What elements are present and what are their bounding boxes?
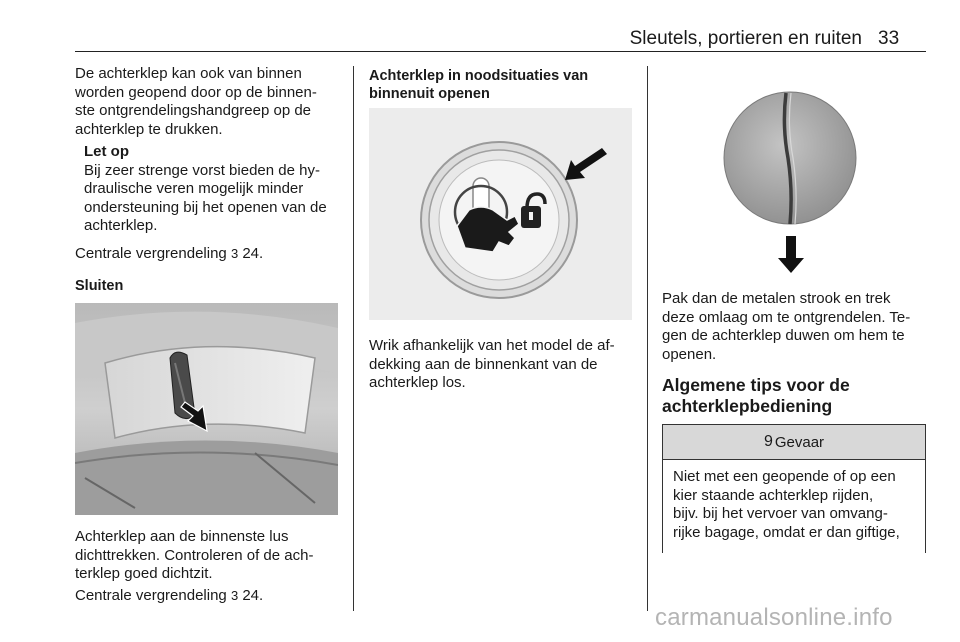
general-tips-heading <box>662 375 925 417</box>
caption-line: gen de achterklep duwen om hem te <box>662 327 905 344</box>
note-line: ondersteuning bij het openen van de <box>84 198 327 216</box>
tailgate-loop-illustration <box>75 303 338 515</box>
metal-strip-figure <box>662 66 925 278</box>
column-divider-2 <box>647 66 648 611</box>
note-line: Bij zeer strenge vorst bieden de hy- <box>84 161 320 179</box>
warning-line: rijke bagage, omdat er dan giftige, <box>673 523 900 541</box>
caption-line: achterklep los. <box>369 374 466 391</box>
warning-line: Niet met een geopende of op een <box>673 468 896 485</box>
caption-line: Achterklep aan de binnenste lus <box>75 528 289 545</box>
caption-line: dekking aan de binnenkant van de <box>369 355 598 373</box>
figure-caption-metal-strip <box>662 290 937 364</box>
emergency-release-illustration <box>369 108 632 320</box>
note-line: draulische veren mogelijk minder <box>84 180 304 197</box>
danger-warning-box <box>662 424 926 553</box>
text-line: De achterklep kan ook van binnen <box>75 65 302 82</box>
column-divider-1 <box>353 66 354 611</box>
figure-caption-emergency <box>369 337 644 393</box>
text-line: ste ontgrendelingshandgreep op de <box>75 102 312 119</box>
warning-line: kier staande achterklep rijden, <box>673 486 874 504</box>
note-line: achterklep. <box>84 217 158 234</box>
reference-label: Centrale vergrendeling <box>75 245 231 262</box>
emergency-release-figure <box>369 108 632 320</box>
section-heading-sluiten: Sluiten <box>75 278 124 294</box>
note-block <box>84 143 348 236</box>
text-line: worden geopend door op de binnen- <box>75 83 317 101</box>
down-arrow-icon <box>778 236 804 273</box>
metal-strip-illustration <box>662 66 925 278</box>
text-line: achterklep te drukken. <box>75 120 223 138</box>
reference-label: Centrale vergrendeling <box>75 587 231 604</box>
figure-caption-sluiten <box>75 528 345 584</box>
emergency-open-heading <box>369 67 639 103</box>
warning-header <box>663 425 925 460</box>
warning-line: bijv. bij het vervoer van omvang- <box>673 505 888 522</box>
caption-line: terklep goed dichtzit. <box>75 565 213 582</box>
caption-line: deze omlaag om te ontgrendelen. Te- <box>662 308 911 326</box>
reference-page: 24. <box>238 587 264 604</box>
note-title: Let op <box>84 143 129 160</box>
page-number: 33 <box>878 28 900 49</box>
heading-line: Achterklep in noodsituaties van <box>369 68 589 84</box>
caption-line: Wrik afhankelijk van het model de af- <box>369 337 615 354</box>
cross-reference-1[interactable] <box>75 245 263 264</box>
pointer-arrow-icon <box>565 148 607 180</box>
warning-body <box>663 460 925 542</box>
watermark: carmanualsonline.info <box>655 604 893 631</box>
reference-arrow-icon: 3 <box>230 246 239 261</box>
reference-arrow-icon: 3 <box>230 588 239 603</box>
heading-line: Algemene tips voor de <box>662 375 850 395</box>
heading-line: achterklepbediening <box>662 396 833 416</box>
warning-triangle-icon: 9 <box>763 433 773 450</box>
page-header-title: Sleutels, portieren en ruiten <box>629 28 862 49</box>
cross-reference-2[interactable] <box>75 587 263 606</box>
header-rule <box>75 51 926 52</box>
reference-page: 24. <box>238 245 264 262</box>
intro-paragraph <box>75 65 345 139</box>
tailgate-loop-figure <box>75 303 338 515</box>
caption-line: Pak dan de metalen strook en trek <box>662 290 891 307</box>
caption-line: dichttrekken. Controleren of de ach- <box>75 546 314 564</box>
heading-line: binnenuit openen <box>369 86 490 102</box>
warning-title: Gevaar <box>774 433 825 451</box>
caption-line: openen. <box>662 345 717 363</box>
